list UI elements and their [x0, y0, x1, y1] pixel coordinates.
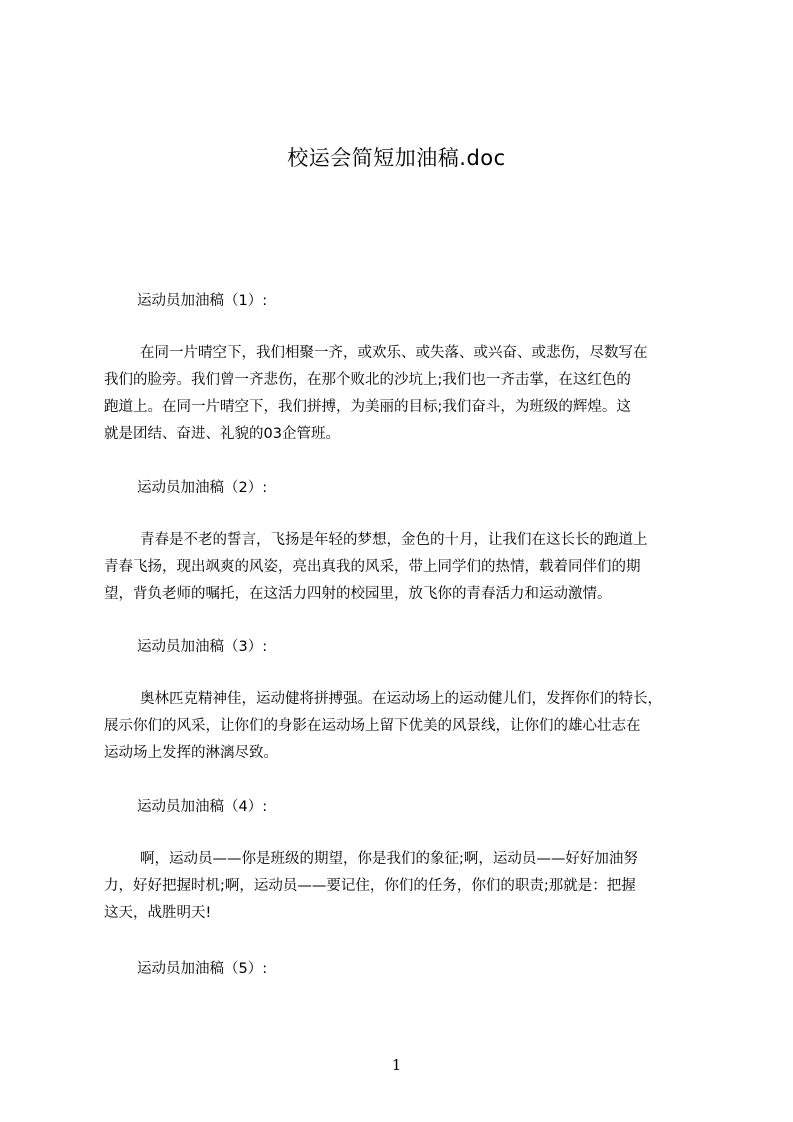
section-paragraph-2 — [104, 527, 704, 608]
paragraph-line: 青春飞扬，现出飒爽的风姿，亮出真我的风采，带上同学们的热情，载着同伴们的期 — [104, 559, 641, 575]
paragraph-line: 奥林匹克精神佳，运动健将拼搏强。在运动场上的运动健儿们，发挥你们的特长， — [140, 691, 662, 707]
section-heading-2: 运动员加油稿（2）: — [137, 480, 268, 496]
paragraph-line: 望，背负老师的嘱托，在这活力四射的校园里，放飞你的青春活力和运动激情。 — [104, 586, 612, 602]
paragraph-line: 就是团结、奋进、礼貌的03企管班。 — [104, 426, 340, 442]
paragraph-line: 青春是不老的誓言，飞扬是年轻的梦想，金色的十月，让我们在这长长的跑道上 — [140, 532, 648, 548]
section-heading-5: 运动员加油稿（5）: — [137, 961, 268, 977]
paragraph-line: 啊，运动员——你是班级的期望，你是我们的象征;啊，运动员——好好加油努 — [140, 851, 638, 867]
section-heading-3: 运动员加油稿（3）: — [137, 639, 268, 655]
paragraph-line: 力，好好把握时机;啊，运动员——要记住，你们的任务，你们的职责;那就是：把握 — [104, 878, 636, 894]
section-paragraph-1 — [104, 340, 704, 448]
paragraph-line: 展示你们的风采，让你们的身影在运动场上留下优美的风景线，让你们的雄心壮志在 — [104, 718, 641, 734]
page-number: 1 — [391, 1056, 402, 1074]
section-heading-1: 运动员加油稿（1）: — [137, 293, 268, 309]
paragraph-line: 这天，战胜明天! — [104, 905, 212, 921]
section-paragraph-4 — [104, 846, 704, 927]
document-title: 校运会简短加油稿.doc — [287, 146, 506, 170]
section-heading-4: 运动员加油稿（4）: — [137, 799, 268, 815]
paragraph-line: 运动场上发挥的淋漓尽致。 — [104, 745, 278, 761]
section-paragraph-3 — [104, 686, 704, 767]
paragraph-line: 在同一片晴空下，我们相聚一齐，或欢乐、或失落、或兴奋、或悲伤，尽数写在 — [140, 345, 648, 361]
paragraph-line: 跑道上。在同一片晴空下，我们拼搏，为美丽的目标;我们奋斗，为班级的辉煌。这 — [104, 399, 631, 415]
paragraph-line: 我们的脸旁。我们曾一齐悲伤，在那个败北的沙坑上;我们也一齐击掌，在这红色的 — [104, 372, 631, 388]
